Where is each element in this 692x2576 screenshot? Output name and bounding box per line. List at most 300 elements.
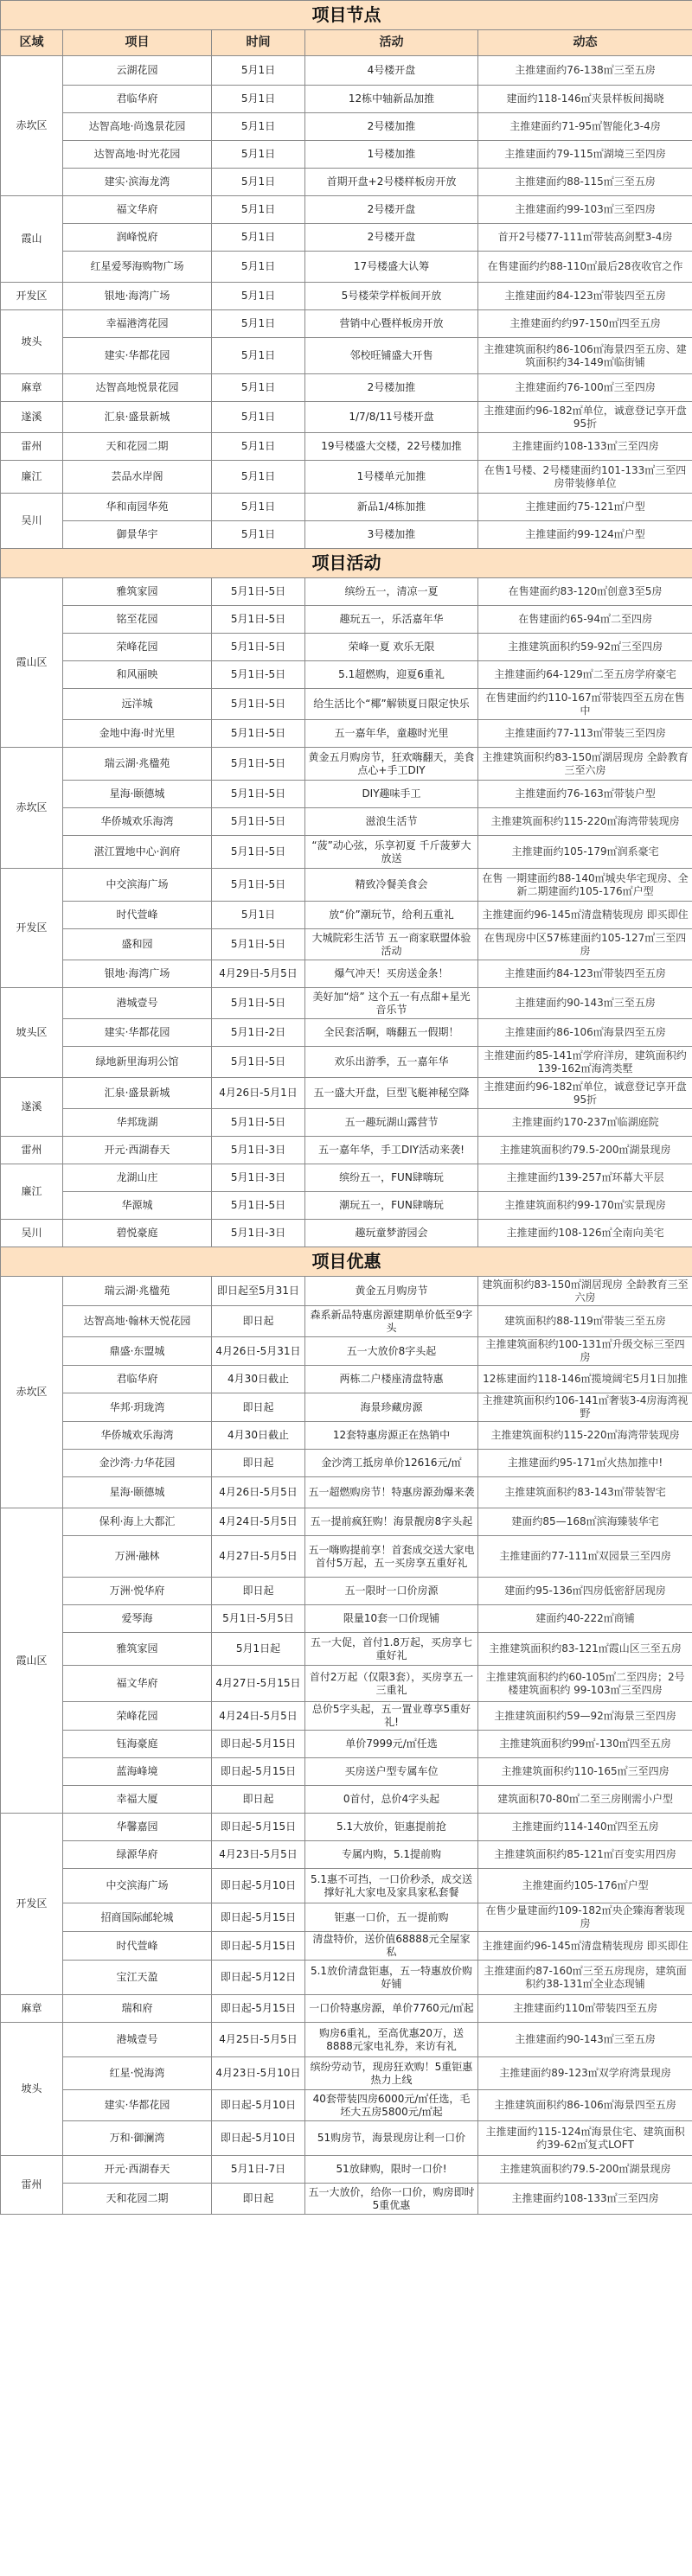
activity-cell: 单价7999元/㎡任选 <box>305 1731 478 1758</box>
detail-cell: 在售建面约83-120㎡创意3至5房 <box>478 578 692 606</box>
detail-cell: 主推建面约84-123㎡带装四至五房 <box>478 960 692 988</box>
project-cell: 时代萱峰 <box>63 1932 212 1961</box>
detail-cell: 在售现房中区57栋建面约105-127㎡三至四房 <box>478 929 692 960</box>
date-cell: 4月26日-5月1日 <box>212 1078 305 1109</box>
project-cell: 雅筑家园 <box>63 1633 212 1666</box>
project-cell: 龙湖山庄 <box>63 1164 212 1192</box>
activity-cell: 12栋中轴新品加推 <box>305 86 478 113</box>
project-cell: 红星爱琴海购物广场 <box>63 252 212 283</box>
detail-cell: 主推建面约96-145㎡清盘精装现房 即买即住 <box>478 902 692 929</box>
date-cell: 5月1日-5日 <box>212 634 305 661</box>
table-row <box>1 56 692 86</box>
activity-cell: 趣玩童梦游园会 <box>305 1220 478 1247</box>
district-cell: 雷州 <box>1 2156 63 2215</box>
date-cell: 4月29日-5月5日 <box>212 960 305 988</box>
detail-cell: 主推建面约84-123㎡带装四至五房 <box>478 283 692 310</box>
detail-cell: 主推建面约96-182㎡单位，诚意登记享开盘95折 <box>478 1078 692 1109</box>
table-row <box>1 1508 692 1536</box>
date-cell: 4月23日-5月10日 <box>212 2057 305 2090</box>
activity-cell: 五一超燃购房节！特惠房源劲爆来袭 <box>305 1477 478 1508</box>
district-cell: 坡头 <box>1 310 63 374</box>
activity-cell: 五一嗨购提前享！首套成交送大家电首付5万起，五一买房享五重好礼 <box>305 1536 478 1578</box>
date-cell: 4月26日-5月5日 <box>212 1477 305 1508</box>
column-header: 动态 <box>478 30 692 56</box>
detail-cell: 主推建面约108-133㎡三至四房 <box>478 433 692 461</box>
date-cell: 5月1日-5日 <box>212 720 305 748</box>
project-cell: 华邦·玥珑湾 <box>63 1393 212 1422</box>
detail-cell: 主推建面约77-111㎡双园景三至四房 <box>478 1536 692 1578</box>
detail-cell: 建面约95-136㎡四房低密舒居现房 <box>478 1578 692 1605</box>
table-row <box>1 1422 692 1450</box>
date-cell: 4月30日截止 <box>212 1422 305 1450</box>
table-row <box>1 224 692 252</box>
activity-cell: 一口价特惠房源，单价7760元/㎡起 <box>305 1995 478 2023</box>
project-cell: 福文华府 <box>63 1666 212 1702</box>
table-row <box>1 169 692 196</box>
district-cell: 麻章 <box>1 1995 63 2023</box>
activity-cell: 两栋二户楼座清盘特惠 <box>305 1366 478 1393</box>
date-cell: 4月27日-5月5日 <box>212 1536 305 1578</box>
table-row <box>1 402 692 433</box>
table-row <box>1 1337 692 1366</box>
date-cell: 即日起至5月31日 <box>212 1277 305 1306</box>
detail-cell: 主推建面约76-100㎡三至四房 <box>478 374 692 402</box>
detail-cell: 首开2号楼77-111㎡带装高剑墅3-4房 <box>478 224 692 252</box>
project-cell: 荣峰花园 <box>63 634 212 661</box>
activity-cell: 3号楼加推 <box>305 521 478 549</box>
activity-cell: 新品1/4栋加推 <box>305 494 478 521</box>
detail-cell: 主推建面约170-237㎡临湖庭院 <box>478 1109 692 1137</box>
activity-cell: 51放肆购，限时一口价! <box>305 2156 478 2184</box>
detail-cell: 主推建面约96-145㎡清盘精装现房 即买即住 <box>478 1932 692 1961</box>
project-cell: 华侨城欢乐海湾 <box>63 808 212 836</box>
table-row <box>1 2023 692 2057</box>
date-cell: 即日起-5月15日 <box>212 1731 305 1758</box>
table-row <box>1 1578 692 1605</box>
detail-cell: 主推建筑面积约83-143㎡带装智宅 <box>478 1477 692 1508</box>
detail-cell: 在售建面约约88-110㎡最后28夜收官之作 <box>478 252 692 283</box>
activity-cell: 5.1超燃购，迎夏6重礼 <box>305 661 478 689</box>
activity-cell: 购房6重礼，至高优惠20万，送8888元家电礼券，来访有礼 <box>305 2023 478 2057</box>
table-row <box>1 2121 692 2156</box>
table-row <box>1 748 692 781</box>
date-cell: 即日起 <box>212 1393 305 1422</box>
detail-cell: 主推建筑面积约86-106㎡海景四至五房、建筑面积约34-149㎡临街铺 <box>478 338 692 374</box>
table-row <box>1 1220 692 1247</box>
date-cell: 5月1日 <box>212 402 305 433</box>
district-cell: 坡头区 <box>1 988 63 1078</box>
date-cell: 5月1日 <box>212 252 305 283</box>
detail-cell: 主推建筑面积约85-121㎡百变实用四房 <box>478 1841 692 1869</box>
project-cell: 星海·颐德城 <box>63 1477 212 1508</box>
table-row <box>1 689 692 720</box>
date-cell: 即日起-5月15日 <box>212 1814 305 1841</box>
activity-cell: 荣峰一夏 欢乐无限 <box>305 634 478 661</box>
date-cell: 5月1日 <box>212 433 305 461</box>
project-cell: 幸福大厦 <box>63 1786 212 1814</box>
date-cell: 5月1日-7日 <box>212 2156 305 2184</box>
table-row <box>1 869 692 902</box>
detail-cell: 主推建筑面积约86-106㎡海景四至五房 <box>478 2090 692 2121</box>
project-cell: 汇泉·盛景新城 <box>63 402 212 433</box>
date-cell: 5月1日 <box>212 169 305 196</box>
detail-cell: 在售建面约约110-167㎡带装四至五房在售中 <box>478 689 692 720</box>
detail-cell: 主推建面约108-126㎡全南向美宅 <box>478 1220 692 1247</box>
date-cell: 即日起-5月10日 <box>212 1869 305 1903</box>
project-cell: 金地中海·时光里 <box>63 720 212 748</box>
activity-cell: 0首付，总价4字头起 <box>305 1786 478 1814</box>
date-cell: 4月24日-5月5日 <box>212 1702 305 1731</box>
table-row <box>1 1019 692 1047</box>
project-cell: 港城壹号 <box>63 988 212 1019</box>
district-cell: 赤坎区 <box>1 1277 63 1508</box>
activity-cell: 4号楼开盘 <box>305 56 478 86</box>
detail-cell: 主推建面约88-115㎡三至五房 <box>478 169 692 196</box>
district-cell: 吴川 <box>1 1220 63 1247</box>
project-cell: 钰海豪庭 <box>63 1731 212 1758</box>
detail-cell: 主推建筑面积约83-121㎡霞山区三至五房 <box>478 1633 692 1666</box>
project-cell: 开元·西湖春天 <box>63 1137 212 1164</box>
project-cell: 星海·颐德城 <box>63 781 212 808</box>
detail-cell: 主推建面约114-140㎡四至五房 <box>478 1814 692 1841</box>
date-cell: 5月1日-5日 <box>212 1109 305 1137</box>
detail-cell: 主推建筑面积约110-165㎡三至四房 <box>478 1758 692 1786</box>
date-cell: 5月1日 <box>212 113 305 141</box>
date-cell: 即日起-5月15日 <box>212 1995 305 2023</box>
table-row <box>1 902 692 929</box>
detail-cell: 主推建面约95-171㎡火热加推中! <box>478 1450 692 1477</box>
district-cell: 开发区 <box>1 1814 63 1995</box>
project-cell: 润峰悦府 <box>63 224 212 252</box>
project-cell: 铭至花园 <box>63 606 212 634</box>
table-row <box>1 1932 692 1961</box>
activity-cell: 五一大促，首付1.8万起，买房享七重好礼 <box>305 1633 478 1666</box>
project-cell: 保利·海上大都汇 <box>63 1508 212 1536</box>
date-cell: 即日起-5月15日 <box>212 1903 305 1932</box>
table-row <box>1 1666 692 1702</box>
detail-cell: 主推建面约139-257㎡环幕大平层 <box>478 1164 692 1192</box>
district-cell: 赤坎区 <box>1 56 63 196</box>
table-row <box>1 1536 692 1578</box>
date-cell: 5月1日 <box>212 310 305 338</box>
detail-cell: 主推建筑面积约115-220㎡海湾带装现房 <box>478 1422 692 1450</box>
table-row <box>1 578 692 606</box>
activity-cell: 大城院彩生活节 五一商家联盟体验活动 <box>305 929 478 960</box>
project-cell: 宝江天盈 <box>63 1961 212 1995</box>
activity-cell: 五一盛大开盘，巨型飞艇神秘空降 <box>305 1078 478 1109</box>
activity-cell: 专属内购，5.1提前购 <box>305 1841 478 1869</box>
activity-cell: 五一大放价，给你一口价，购房即时5重优惠 <box>305 2184 478 2215</box>
project-cell: 蓝海峰境 <box>63 1758 212 1786</box>
district-cell: 赤坎区 <box>1 748 63 869</box>
detail-cell: 主推建筑面积约106-141㎡奢装3-4房海湾视野 <box>478 1393 692 1422</box>
project-cell: 云湖花园 <box>63 56 212 86</box>
date-cell: 5月1日 <box>212 902 305 929</box>
table-row <box>1 1078 692 1109</box>
date-cell: 5月1日-3日 <box>212 1164 305 1192</box>
activity-cell: 12套特惠房源正在热销中 <box>305 1422 478 1450</box>
detail-cell: 主推建面约76-163㎡带装户型 <box>478 781 692 808</box>
project-cell: 中交滨海广场 <box>63 1869 212 1903</box>
project-cell: 中交滨海广场 <box>63 869 212 902</box>
activity-cell: 放“价”潮玩节，给利五重礼 <box>305 902 478 929</box>
district-cell: 廉江 <box>1 1164 63 1220</box>
date-cell: 5月1日-5日 <box>212 1047 305 1078</box>
project-cell: 华源城 <box>63 1192 212 1220</box>
date-cell: 5月1日 <box>212 196 305 224</box>
activity-cell: 总价5字头起，五一置业尊享5重好礼! <box>305 1702 478 1731</box>
table-row <box>1 252 692 283</box>
table-row <box>1 2156 692 2184</box>
project-cell: 和风丽映 <box>63 661 212 689</box>
detail-cell: 主推建面约64-129㎡二至五房学府豪宅 <box>478 661 692 689</box>
section-title: 项目节点 <box>1 1 692 30</box>
date-cell: 即日起-5月15日 <box>212 1758 305 1786</box>
project-cell: 万和·御澜湾 <box>63 2121 212 2156</box>
project-cell: 华馨嘉园 <box>63 1814 212 1841</box>
date-cell: 4月25日-5月5日 <box>212 2023 305 2057</box>
activity-cell: 森系新品特惠房源建期单价低至9字头 <box>305 1306 478 1337</box>
date-cell: 5月1日-5日 <box>212 781 305 808</box>
activity-cell: 限量10套一口价现铺 <box>305 1605 478 1633</box>
detail-cell: 主推建筑面积约100-131㎡升级交标三至四房 <box>478 1337 692 1366</box>
activity-cell: 缤纷劳动节，现房狂欢购！5重钜惠热力上线 <box>305 2057 478 2090</box>
project-cell: 爱琴海 <box>63 1605 212 1633</box>
district-cell: 霞山区 <box>1 578 63 748</box>
date-cell: 5月1日 <box>212 56 305 86</box>
activity-cell: 1号楼加推 <box>305 141 478 169</box>
activity-cell: 2号楼开盘 <box>305 224 478 252</box>
activity-cell: 五一嘉年华，童趣时光里 <box>305 720 478 748</box>
activity-cell: 首期开盘+2号楼样板房开放 <box>305 169 478 196</box>
project-cell: 华和南园华苑 <box>63 494 212 521</box>
table-row <box>1 988 692 1019</box>
activity-cell: 51购房节，海景现房让利一口价 <box>305 2121 478 2156</box>
detail-cell: 主推建面约75-121㎡户型 <box>478 494 692 521</box>
district-cell: 廉江 <box>1 461 63 494</box>
detail-cell: 主推建面约85-141㎡学府洋房，建筑面积约139-162㎡海湾类墅 <box>478 1047 692 1078</box>
date-cell: 5月1日-5日 <box>212 836 305 869</box>
detail-cell: 主推建面约71-95㎡智能化3-4房 <box>478 113 692 141</box>
detail-cell: 主推建面约86-106㎡海景四至五房 <box>478 1019 692 1047</box>
table-row <box>1 1869 692 1903</box>
date-cell: 即日起 <box>212 1306 305 1337</box>
table-row <box>1 606 692 634</box>
project-cell: 天和花园二期 <box>63 2184 212 2215</box>
activity-cell: 19号楼盛大交楼，22号楼加推 <box>305 433 478 461</box>
detail-cell: 建筑面积约83-150㎡湖居现房 全龄教育三至六房 <box>478 1277 692 1306</box>
table-row <box>1 661 692 689</box>
detail-cell: 建面约40-222㎡商铺 <box>478 1605 692 1633</box>
date-cell: 5月1日 <box>212 374 305 402</box>
table-row <box>1 86 692 113</box>
detail-cell: 主推建面约105-179㎡润系豪宅 <box>478 836 692 869</box>
project-cell: 盛和园 <box>63 929 212 960</box>
header-row <box>1 30 692 56</box>
project-cell: 华侨城欢乐海湾 <box>63 1422 212 1450</box>
activity-cell: 5.1放价清盘钜惠，五一特惠放价购好铺 <box>305 1961 478 1995</box>
project-cell: 港城壹号 <box>63 2023 212 2057</box>
activity-cell: 2号楼加推 <box>305 374 478 402</box>
date-cell: 4月23日-5月5日 <box>212 1841 305 1869</box>
date-cell: 5月1日-5日 <box>212 661 305 689</box>
table-row <box>1 141 692 169</box>
table-row <box>1 1758 692 1786</box>
activity-cell: 5号楼荣学样板间开放 <box>305 283 478 310</box>
activity-cell: 缤纷五一，清凉一夏 <box>305 578 478 606</box>
table-row <box>1 1306 692 1337</box>
detail-cell: 主推建筑面积约83-150㎡湖居现房 全龄教育三至六房 <box>478 748 692 781</box>
activity-cell: 2号楼开盘 <box>305 196 478 224</box>
table-row <box>1 1192 692 1220</box>
project-cell: 荣峰花园 <box>63 1702 212 1731</box>
detail-cell: 主推建面约99-103㎡三至四房 <box>478 196 692 224</box>
district-cell: 雷州 <box>1 433 63 461</box>
detail-cell: 主推建面约87-160㎡三至五房现房，建筑面积约38-131㎡全业态现铺 <box>478 1961 692 1995</box>
table-row <box>1 283 692 310</box>
detail-cell: 主推建面约90-143㎡三至五房 <box>478 988 692 1019</box>
date-cell: 即日起 <box>212 1786 305 1814</box>
table-row <box>1 1841 692 1869</box>
detail-cell: 主推建面约约97-150㎡四至五房 <box>478 310 692 338</box>
date-cell: 4月27日-5月15日 <box>212 1666 305 1702</box>
project-cell: 达智高地·尚逸景花园 <box>63 113 212 141</box>
activity-cell: 趣玩五一，乐活嘉年华 <box>305 606 478 634</box>
date-cell: 5月1日-5日 <box>212 929 305 960</box>
activity-cell: 1/7/8/11号楼开盘 <box>305 402 478 433</box>
project-cell: 天和花园二期 <box>63 433 212 461</box>
column-header: 区域 <box>1 30 63 56</box>
detail-cell: 主推建面约77-113㎡带装三至四房 <box>478 720 692 748</box>
project-cell: 建实·华都花园 <box>63 1019 212 1047</box>
section-title-row <box>1 1247 692 1277</box>
date-cell: 5月1日 <box>212 141 305 169</box>
table-row <box>1 338 692 374</box>
activity-cell: 1号楼单元加推 <box>305 461 478 494</box>
date-cell: 5月1日-3日 <box>212 1220 305 1247</box>
project-cell: 建实·滨海龙湾 <box>63 169 212 196</box>
detail-cell: 主推建筑面积约59-92㎡三至四房 <box>478 634 692 661</box>
project-cell: 华邦珑湖 <box>63 1109 212 1137</box>
table-row <box>1 2057 692 2090</box>
project-cell: 红星·悦海湾 <box>63 2057 212 2090</box>
table-row <box>1 1731 692 1758</box>
project-cell: 金沙湾·力华花园 <box>63 1450 212 1477</box>
detail-cell: 在售建面约65-94㎡二至四房 <box>478 606 692 634</box>
table-row <box>1 1995 692 2023</box>
activity-cell: 营销中心暨样板房开放 <box>305 310 478 338</box>
project-cell: 瑞和府 <box>63 1995 212 2023</box>
activity-cell: DIY趣味手工 <box>305 781 478 808</box>
date-cell: 即日起-5月15日 <box>212 1932 305 1961</box>
detail-cell: 主推建筑面积约79.5-200㎡湖景现房 <box>478 2156 692 2184</box>
date-cell: 5月1日-2日 <box>212 1019 305 1047</box>
activity-cell: 缤纷五一，FUN肆嗨玩 <box>305 1164 478 1192</box>
detail-cell: 主推建筑面积约115-220㎡海湾带装现房 <box>478 808 692 836</box>
activity-cell: 五一嘉年华，手工DIY活动来袭! <box>305 1137 478 1164</box>
table-row <box>1 374 692 402</box>
project-cell: 君临华府 <box>63 86 212 113</box>
detail-cell: 主推建筑面积约59—92㎡海景三至四房 <box>478 1702 692 1731</box>
table-row <box>1 960 692 988</box>
detail-cell: 主推建筑面积约99-170㎡实景现房 <box>478 1192 692 1220</box>
detail-cell: 主推建面约105-176㎡户型 <box>478 1869 692 1903</box>
activity-cell: 欢乐出游季，五一嘉年华 <box>305 1047 478 1078</box>
date-cell: 5月1日起 <box>212 1633 305 1666</box>
date-cell: 即日起-5月10日 <box>212 2090 305 2121</box>
table-row <box>1 634 692 661</box>
project-cell: 时代萱峰 <box>63 902 212 929</box>
activity-cell: 五一大放价8字头起 <box>305 1337 478 1366</box>
activity-cell: 海景珍藏房源 <box>305 1393 478 1422</box>
project-cell: 君临华府 <box>63 1366 212 1393</box>
activity-cell: 40套带装四房6000元/㎡任选，毛坯大五房5800元/㎡起 <box>305 2090 478 2121</box>
project-cell: 雅筑家园 <box>63 578 212 606</box>
activity-cell: “菠”动心弦，乐享初夏 千斤菠萝大放送 <box>305 836 478 869</box>
date-cell: 5月1日 <box>212 494 305 521</box>
column-header: 项目 <box>63 30 212 56</box>
project-cell: 绿地新里海玥公馆 <box>63 1047 212 1078</box>
table-row <box>1 1605 692 1633</box>
date-cell: 5月1日-5日 <box>212 578 305 606</box>
activity-cell: 5.1惠不可挡，一口价秒杀，成交送撑好礼大家电及家具家私套餐 <box>305 1869 478 1903</box>
activity-cell: 给生活比个“椰”解锁夏日限定快乐 <box>305 689 478 720</box>
district-cell: 遂溪 <box>1 1078 63 1137</box>
project-cell: 幸福港湾花园 <box>63 310 212 338</box>
project-cell: 汇泉·盛景新城 <box>63 1078 212 1109</box>
activity-cell: 五一限时一口价房源 <box>305 1578 478 1605</box>
activity-cell: 邻校旺铺盛大开售 <box>305 338 478 374</box>
date-cell: 即日起-5月12日 <box>212 1961 305 1995</box>
project-cell: 建实·华都花园 <box>63 338 212 374</box>
activity-cell: 五一趣玩湖山露营节 <box>305 1109 478 1137</box>
column-header: 时间 <box>212 30 305 56</box>
activity-cell: 全民套活啊，嗨翻五一假期！ <box>305 1019 478 1047</box>
activity-cell: 黄金五月购房节 <box>305 1277 478 1306</box>
date-cell: 5月1日 <box>212 224 305 252</box>
detail-cell: 在售1号楼、2号楼建面约101-133㎡三至四房带装修单位 <box>478 461 692 494</box>
table-row <box>1 310 692 338</box>
column-header: 活动 <box>305 30 478 56</box>
activity-cell: 潮玩五一，FUN肆嗨玩 <box>305 1192 478 1220</box>
table-row <box>1 1277 692 1306</box>
table-row <box>1 521 692 549</box>
date-cell: 5月1日-5日 <box>212 869 305 902</box>
date-cell: 5月1日-5日 <box>212 988 305 1019</box>
detail-cell: 主推建面约96-182㎡单位，诚意登记享开盘95折 <box>478 402 692 433</box>
table-row <box>1 196 692 224</box>
district-cell: 开发区 <box>1 869 63 988</box>
detail-cell: 在售 一期建面约88-140㎡城央华宅现房、全新二期建面约105-176㎡户型 <box>478 869 692 902</box>
table-row <box>1 1633 692 1666</box>
table-row <box>1 1903 692 1932</box>
activity-cell: 爆气冲天！买房送金条！ <box>305 960 478 988</box>
section-title-row <box>1 549 692 578</box>
date-cell: 5月1日 <box>212 461 305 494</box>
date-cell: 5月1日-5日 <box>212 1192 305 1220</box>
activity-cell: 美好加“焙” 这个五一有点甜+星光音乐节 <box>305 988 478 1019</box>
detail-cell: 建筑面积约88-119㎡带装三至五房 <box>478 1306 692 1337</box>
project-cell: 开元·西湖春天 <box>63 2156 212 2184</box>
activity-cell: 清盘特价，送价值68888元全屋家私 <box>305 1932 478 1961</box>
detail-cell: 主推建面约115-124㎡海景住宅、建筑面积约39-62㎡复式LOFT <box>478 2121 692 2156</box>
section-title: 项目活动 <box>1 549 692 578</box>
date-cell: 5月1日-5日 <box>212 689 305 720</box>
section-title: 项目优惠 <box>1 1247 692 1277</box>
table-row <box>1 1961 692 1995</box>
project-cell: 万洲·融林 <box>63 1536 212 1578</box>
detail-cell: 建筑面积70-80㎡二至三房刚需小户型 <box>478 1786 692 1814</box>
